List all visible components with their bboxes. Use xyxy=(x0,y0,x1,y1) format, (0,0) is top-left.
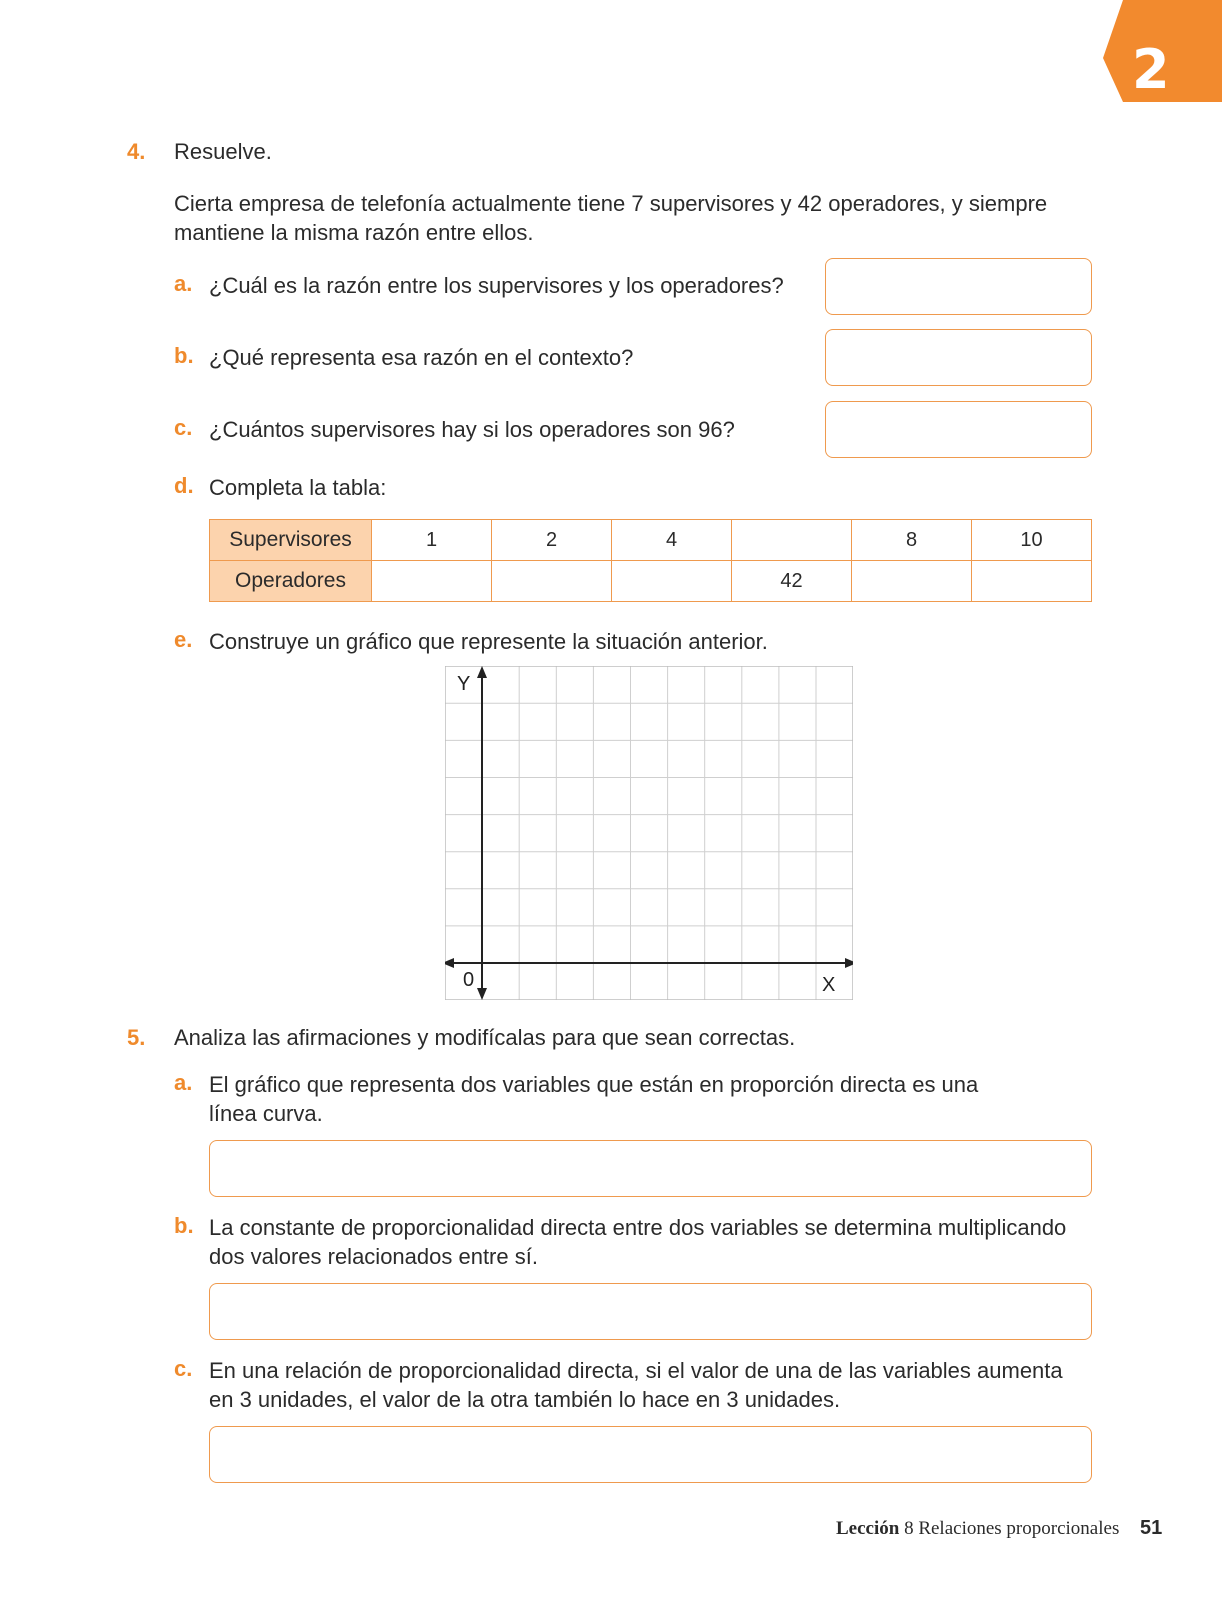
answer-box-5a[interactable] xyxy=(209,1140,1092,1197)
table-cell[interactable] xyxy=(852,561,972,602)
item-5b-line-1: La constante de proporcionalidad directa entre dos variables se determina multiplicando xyxy=(209,1215,1067,1240)
item-4a-letter: a. xyxy=(174,271,193,296)
item-5c-line-2: en 3 unidades, el valor de la otra también lo hace en 3 unidades. xyxy=(209,1387,841,1412)
y-axis-label: Y xyxy=(457,673,471,695)
table-cell[interactable]: 4 xyxy=(612,520,732,561)
coordinate-grid[interactable] xyxy=(445,666,853,1000)
item-5a-line-2: línea curva. xyxy=(209,1101,323,1126)
item-5b-line-2: dos valores relacionados entre sí. xyxy=(209,1244,538,1269)
item-5b-letter: b. xyxy=(174,1213,194,1238)
item-4e-text: Construye un gráfico que represente la situación anterior. xyxy=(209,629,768,654)
item-4e-letter: e. xyxy=(174,627,193,652)
y-axis-arrow-down-icon xyxy=(477,988,487,1000)
item-5c-line-1: En una relación de proporcionalidad directa, si el valor de una de las variables aumenta xyxy=(209,1358,1063,1383)
table-cell[interactable]: 2 xyxy=(492,520,612,561)
question-4-intro-line-1: Cierta empresa de telefonía actualmente tiene 7 supervisores y 42 operadores, y siempre xyxy=(174,191,1048,216)
table-cell[interactable]: 1 xyxy=(372,520,492,561)
item-5a-letter: a. xyxy=(174,1070,193,1095)
item-4d-text: Completa la tabla: xyxy=(209,475,387,500)
x-axis-arrow-right-icon xyxy=(845,958,853,968)
question-5-number: 5. xyxy=(127,1025,146,1050)
table-cell[interactable] xyxy=(612,561,732,602)
footer-lesson-word: Lección xyxy=(836,1518,900,1539)
answer-box-4b[interactable] xyxy=(825,329,1092,386)
unit-number: 2 xyxy=(1132,38,1170,101)
table-cell[interactable] xyxy=(492,561,612,602)
grid-lines xyxy=(445,666,853,1000)
table-row-label: Supervisores xyxy=(210,520,372,561)
footer-lesson-title: Relaciones proporcionales xyxy=(918,1518,1120,1539)
table-row-label: Operadores xyxy=(210,561,372,602)
page-number: 51 xyxy=(1140,1517,1163,1539)
question-4-number: 4. xyxy=(127,139,146,164)
item-4a-text: ¿Cuál es la razón entre los supervisores y los operadores? xyxy=(209,273,784,298)
proportion-table xyxy=(209,519,1092,602)
table-cell[interactable]: 42 xyxy=(732,561,852,602)
origin-label: 0 xyxy=(463,969,475,991)
table-cell[interactable]: 10 xyxy=(972,520,1092,561)
table-cell[interactable] xyxy=(732,520,852,561)
item-4c-text: ¿Cuántos supervisores hay si los operadores son 96? xyxy=(209,417,735,442)
answer-box-4c[interactable] xyxy=(825,401,1092,458)
table-row-supervisores xyxy=(210,520,1092,561)
x-axis-arrow-left-icon xyxy=(445,958,454,968)
answer-box-5b[interactable] xyxy=(209,1283,1092,1340)
item-4b-letter: b. xyxy=(174,343,194,368)
answer-box-5c[interactable] xyxy=(209,1426,1092,1483)
question-5-instruction: Analiza las afirmaciones y modifícalas para que sean correctas. xyxy=(174,1025,796,1050)
question-4-instruction: Resuelve. xyxy=(174,139,272,164)
question-4-intro-line-2: mantiene la misma razón entre ellos. xyxy=(174,220,534,245)
item-4c-letter: c. xyxy=(174,415,193,440)
table-cell[interactable] xyxy=(972,561,1092,602)
item-5a-line-1: El gráfico que representa dos variables que están en proporción directa es una xyxy=(209,1072,979,1097)
item-5c-letter: c. xyxy=(174,1356,193,1381)
table-row-operadores xyxy=(210,561,1092,602)
x-axis-label: X xyxy=(822,974,836,996)
item-4d-letter: d. xyxy=(174,473,194,498)
answer-box-4a[interactable] xyxy=(825,258,1092,315)
item-4b-text: ¿Qué representa esa razón en el contexto? xyxy=(209,345,634,370)
footer-lesson-number: 8 xyxy=(904,1518,914,1539)
table-cell[interactable]: 8 xyxy=(852,520,972,561)
footer-lesson xyxy=(836,1518,1119,1540)
table-cell[interactable] xyxy=(372,561,492,602)
y-axis-arrow-up-icon xyxy=(477,666,487,678)
